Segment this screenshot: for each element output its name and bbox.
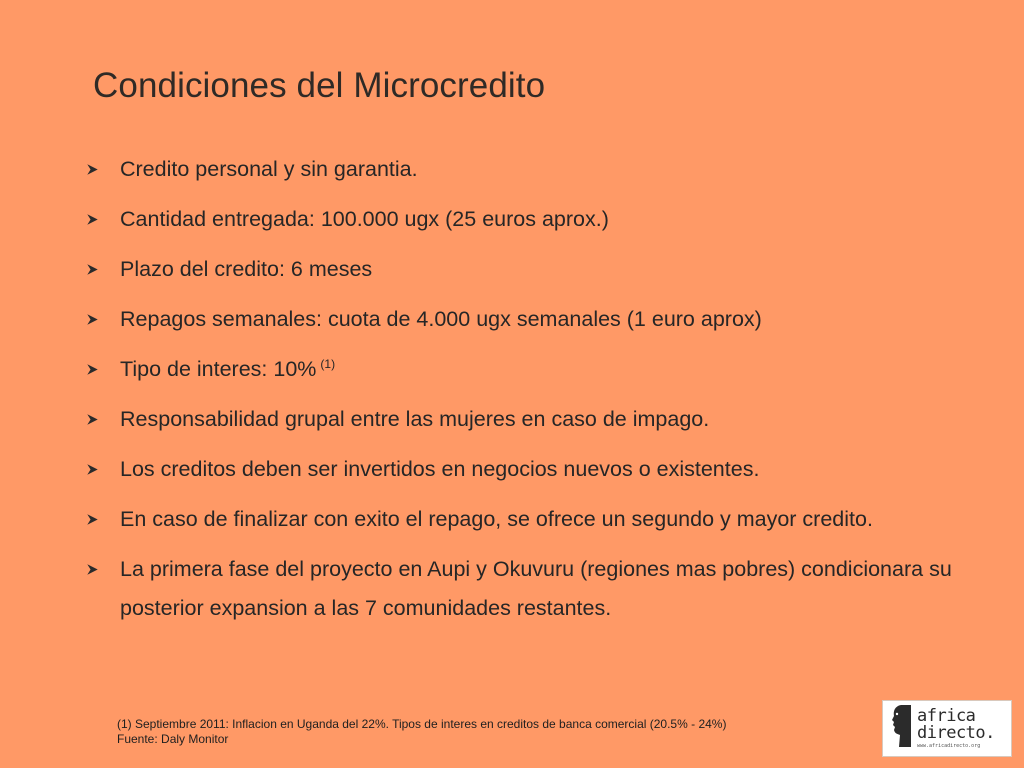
footnote-line: (1) Septiembre 2011: Inflacion en Uganda del 22%. Tipos de interes en creditos de banca comercial (20.5% - 24%) (117, 717, 727, 731)
arrow-bullet-icon (82, 200, 102, 239)
bullet-text: Plazo del credito: 6 meses (120, 257, 373, 281)
arrow-bullet-icon (82, 300, 102, 339)
bullet-item (82, 450, 962, 489)
bullet-item (82, 200, 962, 239)
bullet-text: Los creditos deben ser invertidos en negocios nuevos o existentes. (120, 457, 760, 481)
arrow-bullet-icon (82, 500, 102, 539)
bullet-text: Credito personal y sin garantia. (120, 157, 418, 181)
face-profile-icon (889, 703, 913, 754)
logo-word-africa: africa (917, 706, 976, 726)
bullet-item (82, 500, 962, 539)
bullet-text: La primera fase del proyecto en Aupi y Okuvuru (regiones mas pobres) condicionara su posterior expansion a las 7 comunidades restantes. (120, 557, 952, 620)
arrow-bullet-icon (82, 450, 102, 489)
logo-word-directo: directo. (917, 723, 995, 743)
bullet-text: Responsabilidad grupal entre las mujeres en caso de impago. (120, 407, 710, 431)
bullet-item (82, 150, 962, 189)
arrow-bullet-icon (82, 150, 102, 189)
bullet-item (82, 550, 962, 628)
arrow-bullet-icon (82, 550, 102, 589)
slide-title: Condiciones del Microcredito (93, 66, 546, 105)
bullet-item (82, 350, 962, 389)
bullet-text: Repagos semanales: cuota de 4.000 ugx semanales (1 euro aprox) (120, 307, 762, 331)
logo-text (917, 708, 995, 749)
bullet-item (82, 300, 962, 339)
arrow-bullet-icon (82, 250, 102, 289)
africa-directo-logo (882, 700, 1012, 757)
bullet-item (82, 400, 962, 439)
bullet-text: En caso de finalizar con exito el repago, se ofrece un segundo y mayor credito. (120, 507, 873, 531)
bullet-item (82, 250, 962, 289)
bullet-list (82, 150, 962, 639)
footnote-reference: (1) (320, 356, 336, 371)
arrow-bullet-icon (82, 350, 102, 389)
bullet-text: Tipo de interes: 10% (120, 357, 317, 381)
logo-url: www.africadirecto.org (917, 743, 981, 749)
source-line: Fuente: Daly Monitor (117, 732, 229, 746)
footnote (117, 717, 726, 747)
bullet-text: Cantidad entregada: 100.000 ugx (25 euros aprox.) (120, 207, 609, 231)
arrow-bullet-icon (82, 400, 102, 439)
